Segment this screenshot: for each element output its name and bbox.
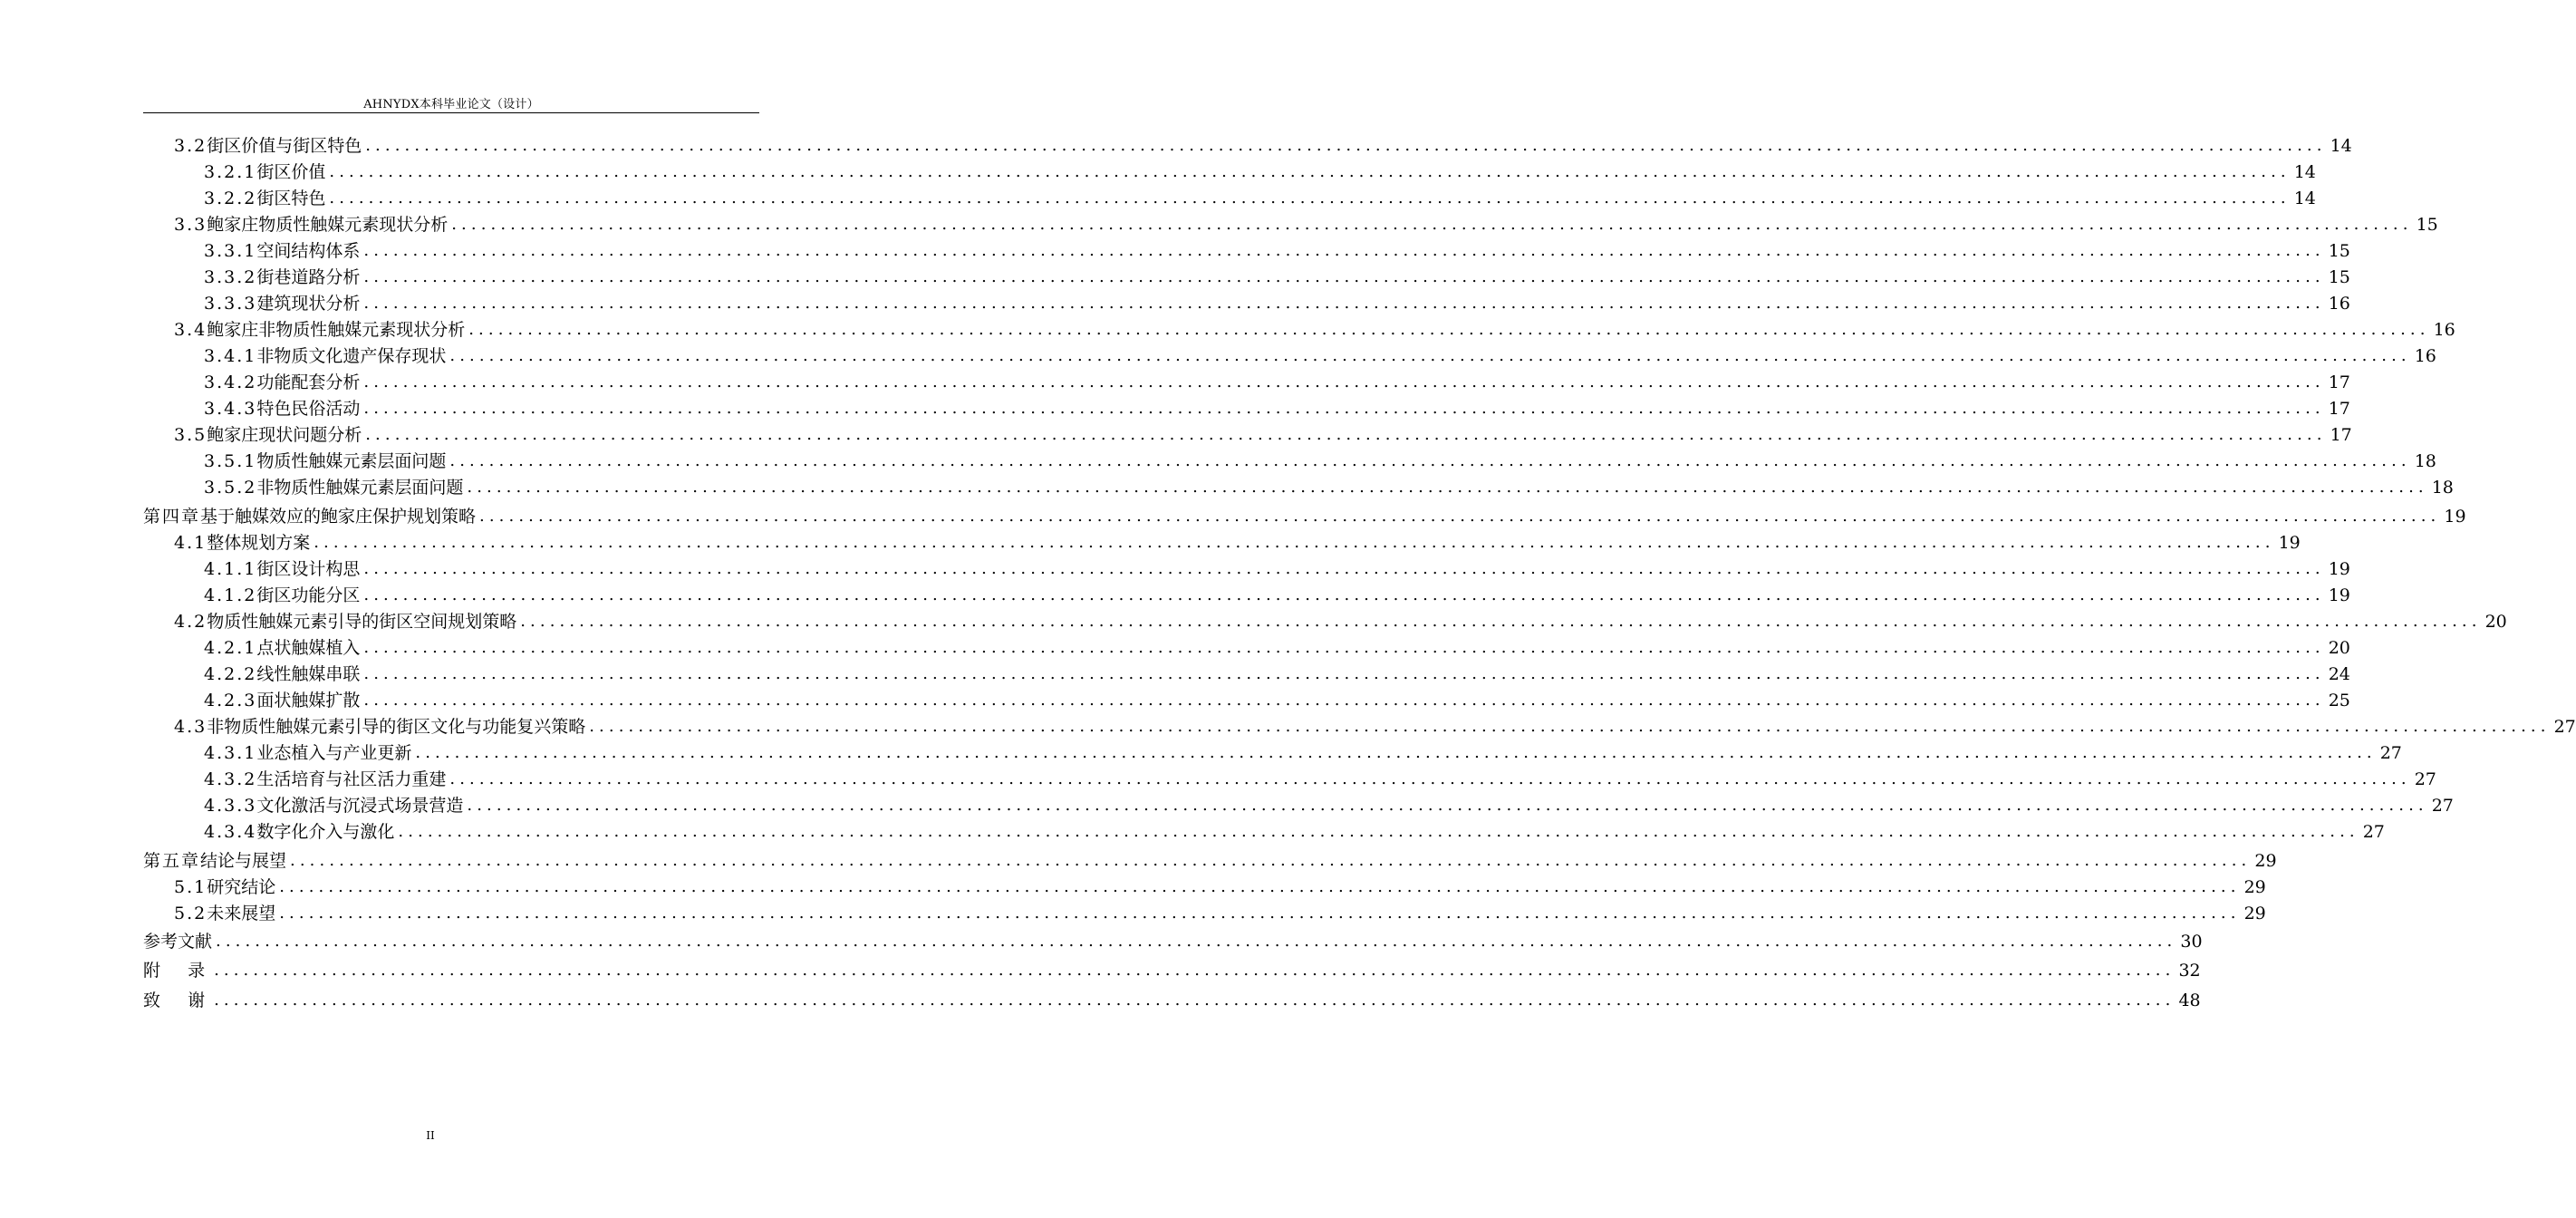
toc-entry-page: 30 [2180, 932, 2203, 952]
toc-entry-page: 16 [2328, 294, 2350, 314]
toc-entry[interactable] [174, 421, 2352, 445]
dot-leader: ........................................................................................................................................................................................................ [398, 822, 2359, 841]
toc-entry[interactable] [204, 369, 2350, 392]
toc-entry-title: 街区价值与街区特色 [207, 136, 362, 156]
toc-entry-title: 面状触媒扩散 [256, 691, 361, 710]
toc-entry-number: 4.3.3 [204, 796, 257, 816]
toc-entry-title: 结论与展望 [200, 851, 287, 871]
toc-entry[interactable] [174, 211, 2438, 235]
toc-entry-number: 4.1 [174, 533, 207, 553]
dot-leader: ........................................................................................................................................................................................................ [290, 851, 2252, 870]
dot-leader: ........................................................................................................................................................................................................ [365, 425, 2327, 444]
toc-entry-page: 48 [2178, 991, 2201, 1010]
toc-entry-title: 街区设计构思 [256, 559, 361, 579]
toc-entry[interactable] [143, 987, 2201, 1010]
toc-entry-title: 建筑现状分析 [256, 294, 361, 314]
toc-entry[interactable] [204, 343, 2436, 366]
toc-entry-number: 3.4.3 [204, 399, 257, 419]
toc-entry-number: 3.5.2 [204, 478, 257, 498]
toc-entry-title: 功能配套分析 [256, 372, 361, 392]
toc-entry-title: 整体规划方案 [207, 533, 311, 553]
toc-entry-title: 非物质性触媒元素层面问题 [256, 478, 464, 498]
toc-entry[interactable] [143, 928, 2203, 952]
toc-entry-page: 29 [2243, 904, 2266, 923]
toc-entry-title: 数字化介入与激化 [256, 822, 395, 842]
toc-entry-number: 3.4.1 [204, 346, 257, 366]
toc-entry[interactable] [204, 687, 2350, 710]
dot-leader: ........................................................................................................................................................................................................ [449, 346, 2411, 365]
toc-entry-page: 25 [2328, 691, 2350, 710]
toc-entry[interactable] [174, 316, 2455, 340]
dot-leader: ........................................................................................................................................................................................................ [467, 478, 2428, 497]
toc-entry-page: 27 [2553, 717, 2576, 737]
toc-entry-page: 20 [2484, 612, 2507, 632]
toc-entry-page: 16 [2433, 320, 2455, 340]
toc-entry-number: 4.3.4 [204, 822, 257, 842]
toc-entry-number: 4.3 [174, 717, 207, 737]
toc-entry-page: 19 [2328, 559, 2350, 579]
toc-entry-title: 生活培育与社区活力重建 [256, 769, 447, 789]
dot-leader: ........................................................................................................................................................................................................ [520, 612, 2482, 631]
toc-entry-number: 3.4 [174, 320, 207, 340]
dot-leader: ........................................................................................................................................................................................................ [329, 188, 2291, 208]
toc-entry[interactable] [204, 740, 2402, 763]
dot-leader: ........................................................................................................................................................................................................ [451, 215, 2413, 234]
toc-entry-title: 鲍家庄非物质性触媒元素现状分析 [207, 320, 466, 340]
toc-entry-page: 20 [2328, 638, 2350, 658]
toc-entry-page: 29 [2243, 877, 2266, 897]
dot-leader: ........................................................................................................................................................................................................ [467, 796, 2428, 815]
toc-entry-number: 5.2 [174, 904, 207, 923]
toc-entry-number: 3.3.1 [204, 241, 257, 261]
toc-entry-title: 研究结论 [207, 877, 276, 897]
toc-entry[interactable] [204, 237, 2350, 261]
toc-entry-page: 27 [2362, 822, 2385, 842]
toc-entry[interactable] [174, 874, 2266, 897]
toc-entry-page: 17 [2328, 372, 2350, 392]
toc-entry-page: 32 [2178, 961, 2201, 981]
dot-leader: ........................................................................................................................................................................................................ [363, 294, 2325, 313]
toc-entry-title: 业态植入与产业更新 [256, 743, 412, 763]
toc-entry-title: 附 录 [143, 961, 211, 981]
toc-entry-number: 4.2.2 [204, 664, 257, 684]
toc-entry-title: 街巷道路分析 [256, 267, 361, 287]
toc-entry-number: 4.3.1 [204, 743, 257, 763]
dot-leader: ........................................................................................................................................................................................................ [214, 961, 2176, 980]
toc-entry-title: 街区特色 [256, 188, 326, 208]
toc-entry[interactable] [204, 264, 2350, 287]
toc-entry[interactable] [174, 713, 2576, 737]
toc-entry-title: 街区功能分区 [256, 585, 361, 605]
toc-entry-title: 物质性触媒元素引导的街区空间规划策略 [207, 612, 517, 632]
toc-entry-title: 物质性触媒元素层面问题 [256, 451, 447, 471]
dot-leader: ........................................................................................................................................................................................................ [279, 877, 2241, 896]
toc-entry-number: 3.2.1 [204, 162, 257, 182]
dot-leader: ........................................................................................................................................................................................................ [363, 559, 2325, 578]
dot-leader: ........................................................................................................................................................................................................ [216, 932, 2177, 951]
toc-entry[interactable] [204, 818, 2385, 842]
toc-entry-title: 鲍家庄现状问题分析 [207, 425, 362, 445]
dot-leader: ........................................................................................................................................................................................................ [415, 743, 2377, 762]
toc-entry-page: 16 [2414, 346, 2436, 366]
toc-entry[interactable] [204, 766, 2436, 789]
toc-entry-page: 15 [2328, 241, 2350, 261]
dot-leader: ........................................................................................................................................................................................................ [363, 372, 2325, 392]
toc-entry-page: 15 [2416, 215, 2438, 235]
toc-entry[interactable] [204, 185, 2316, 208]
toc-entry-title: 线性触媒串联 [256, 664, 361, 684]
dot-leader: ........................................................................................................................................................................................................ [363, 267, 2325, 286]
toc-entry-title: 非物质文化遗产保存现状 [256, 346, 447, 366]
toc-entry-number: 3.5.1 [204, 451, 257, 471]
toc-entry[interactable] [143, 957, 2201, 981]
toc-entry-number: 第四章 [143, 507, 201, 527]
toc-entry-number: 5.1 [174, 877, 207, 897]
toc-entry-number: 4.2 [174, 612, 207, 632]
toc-entry[interactable] [204, 448, 2436, 471]
toc-entry-page: 18 [2414, 451, 2436, 471]
running-header: AHNYDX本科毕业论文（设计） [363, 98, 539, 111]
dot-leader: ........................................................................................................................................................................................................ [279, 904, 2241, 923]
toc-entry[interactable] [174, 529, 2301, 553]
toc-entry-number: 3.4.2 [204, 372, 257, 392]
toc-entry-page: 29 [2254, 851, 2277, 871]
toc-entry-title: 文化激活与沉浸式场景营造 [256, 796, 464, 816]
dot-leader: ........................................................................................................................................................................................................ [363, 664, 2325, 683]
toc-entry-page: 27 [2431, 796, 2454, 816]
toc-entry-number: 第五章 [143, 851, 201, 871]
toc-entry-page: 27 [2379, 743, 2402, 763]
toc-entry[interactable] [204, 474, 2454, 498]
dot-leader: ........................................................................................................................................................................................................ [363, 399, 2325, 418]
toc-entry-page: 19 [2278, 533, 2301, 553]
toc-entry-number: 3.3.2 [204, 267, 257, 287]
dot-leader: ........................................................................................................................................................................................................ [589, 717, 2551, 736]
toc-entry[interactable] [204, 661, 2350, 684]
dot-leader: ........................................................................................................................................................................................................ [363, 691, 2325, 710]
toc-entry[interactable] [174, 132, 2352, 156]
toc-entry-page: 17 [2328, 399, 2350, 419]
toc-entry-title: 点状触媒植入 [256, 638, 361, 658]
toc-entry-title: 空间结构体系 [256, 241, 361, 261]
toc-entry-number: 3.2 [174, 136, 207, 156]
toc-entry[interactable] [143, 503, 2466, 527]
toc-entry-title: 未来展望 [207, 904, 276, 923]
toc-entry[interactable] [204, 159, 2316, 182]
toc-entry-page: 14 [2293, 188, 2316, 208]
toc-entry-page: 19 [2328, 585, 2350, 605]
toc-entry-number: 4.3.2 [204, 769, 257, 789]
dot-leader: ........................................................................................................................................................................................................ [365, 136, 2327, 155]
toc-entry-title: 特色民俗活动 [256, 399, 361, 419]
toc-entry-page: 17 [2330, 425, 2352, 445]
dot-leader: ........................................................................................................................................................................................................ [329, 162, 2291, 181]
toc-entry-title: 鲍家庄物质性触媒元素现状分析 [207, 215, 449, 235]
dot-leader: ........................................................................................................................................................................................................ [314, 533, 2275, 552]
toc-entry-number: 4.1.1 [204, 559, 257, 579]
toc-entry-page: 14 [2330, 136, 2352, 156]
toc-entry-page: 27 [2414, 769, 2436, 789]
toc-entry[interactable] [204, 290, 2350, 314]
dot-leader: ........................................................................................................................................................................................................ [449, 769, 2411, 788]
toc-entry[interactable] [204, 582, 2350, 605]
dot-leader: ........................................................................................................................................................................................................ [468, 320, 2430, 339]
dot-leader: ........................................................................................................................................................................................................ [449, 451, 2411, 470]
toc-entry-number: 3.3.3 [204, 294, 257, 314]
toc-entry-number: 3.5 [174, 425, 207, 445]
page-number: II [426, 1129, 435, 1142]
toc-entry[interactable] [204, 792, 2454, 816]
toc-entry-page: 15 [2328, 267, 2350, 287]
toc-entry-title: 基于触媒效应的鲍家庄保护规划策略 [200, 507, 477, 527]
toc-entry-number: 4.2.1 [204, 638, 257, 658]
toc-entry-number: 4.2.3 [204, 691, 257, 710]
toc-entry-title: 非物质性触媒元素引导的街区文化与功能复兴策略 [207, 717, 586, 737]
toc-entry[interactable] [204, 395, 2350, 419]
dot-leader: ........................................................................................................................................................................................................ [363, 241, 2325, 260]
dot-leader: ........................................................................................................................................................................................................ [479, 507, 2441, 526]
toc-entry-title: 参考文献 [143, 932, 213, 952]
toc-entry[interactable] [174, 608, 2507, 632]
toc-entry[interactable] [143, 847, 2277, 871]
toc-entry[interactable] [174, 900, 2266, 923]
dot-leader: ........................................................................................................................................................................................................ [214, 991, 2176, 1010]
toc-entry-title: 致 谢 [143, 991, 211, 1010]
toc-entry[interactable] [204, 634, 2350, 658]
toc-entry-number: 3.3 [174, 215, 207, 235]
toc-entry-page: 19 [2444, 507, 2466, 527]
dot-leader: ........................................................................................................................................................................................................ [363, 638, 2325, 657]
toc-entry-page: 18 [2431, 478, 2454, 498]
toc-entry-number: 4.1.2 [204, 585, 257, 605]
dot-leader: ........................................................................................................................................................................................................ [363, 585, 2325, 604]
toc-entry-title: 街区价值 [256, 162, 326, 182]
toc-entry[interactable] [204, 556, 2350, 579]
toc-entry-number: 3.2.2 [204, 188, 257, 208]
toc-entry-page: 14 [2293, 162, 2316, 182]
toc-entry-page: 24 [2328, 664, 2350, 684]
